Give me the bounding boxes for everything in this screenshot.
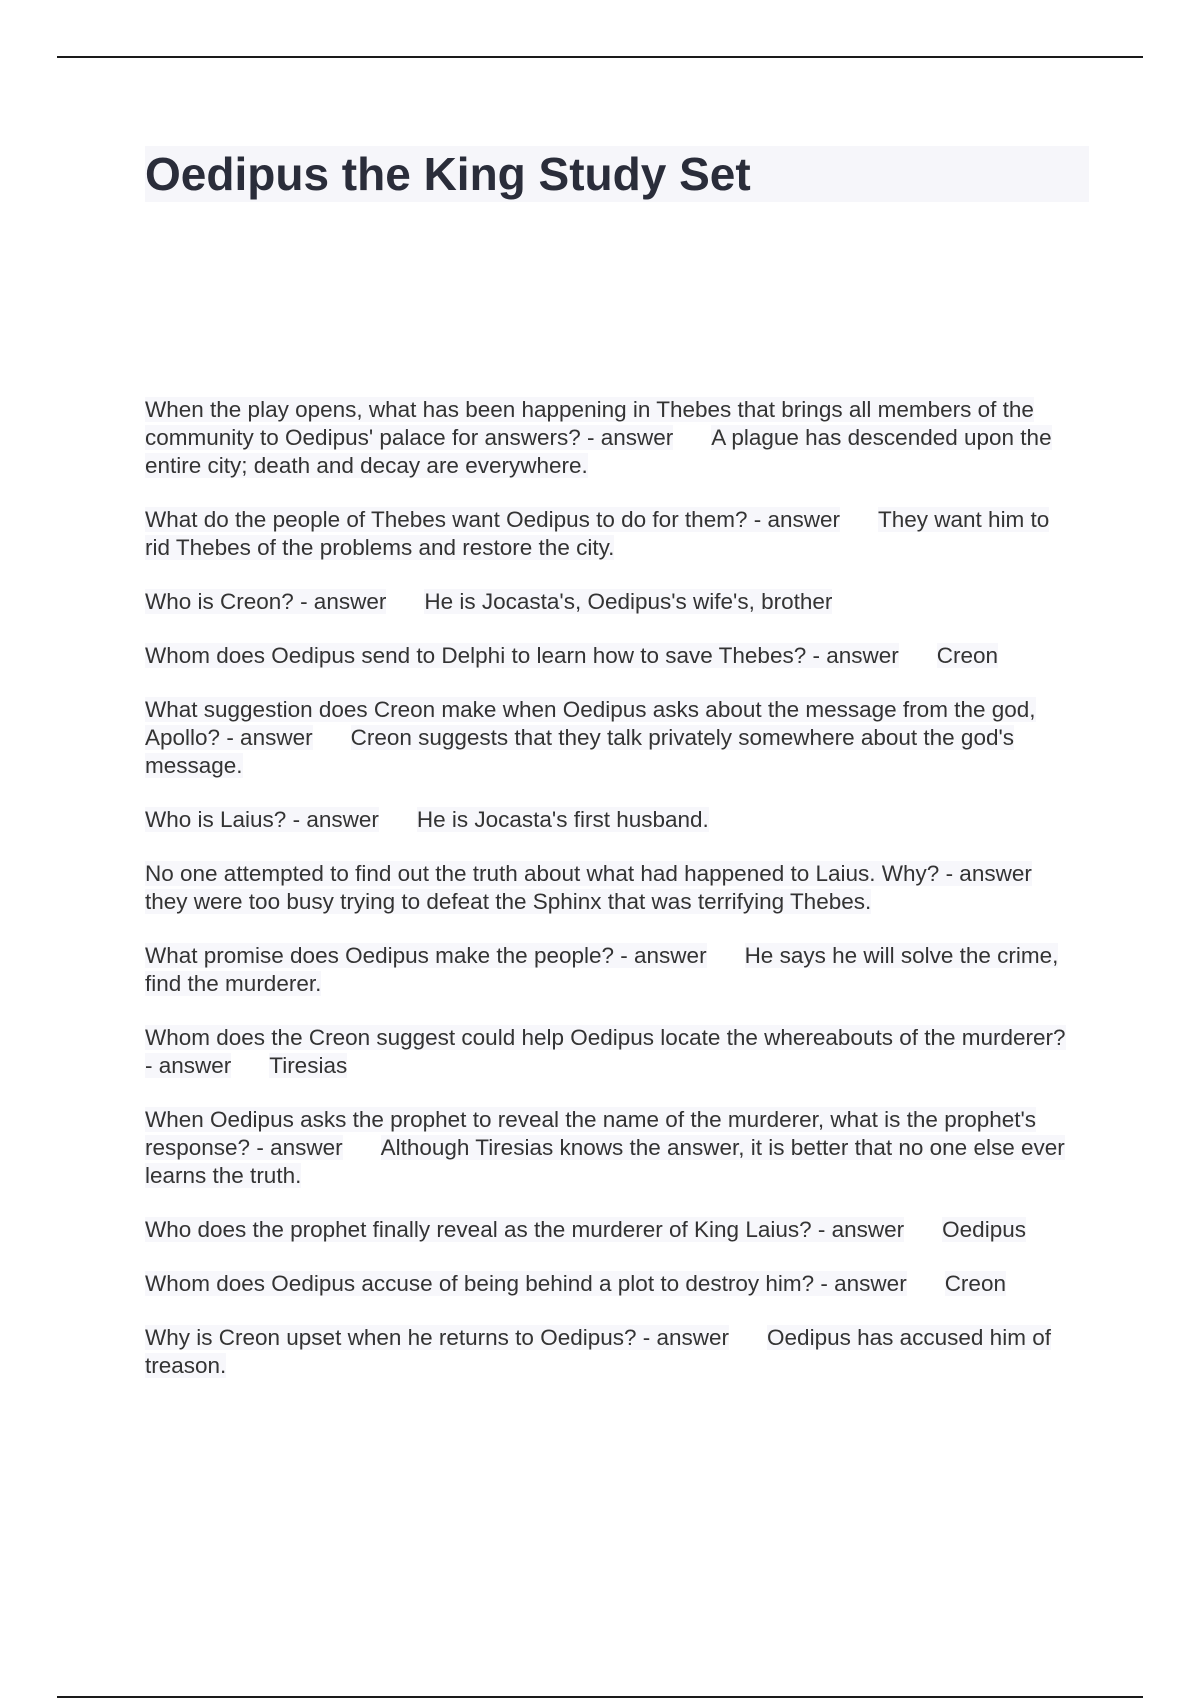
qa-list [145,396,1075,1406]
qa-item [145,696,1075,780]
top-rule [57,56,1143,58]
qa-item [145,806,1075,834]
answer-text: Tiresias [269,1053,348,1078]
answer-text: Creon [944,1271,1006,1296]
answer-marker: - answer [811,1217,905,1242]
question-text: What promise does Oedipus make the people? [145,943,615,968]
qa-item [145,1106,1075,1190]
answer-text: Oedipus [942,1217,1026,1242]
question-text: What suggestion does Creon make when Oedipus asks about the message from the god, Apollo? [145,697,1036,750]
question-text: What do the people of Thebes want Oedipus to do for them? [145,507,748,532]
answer-marker: - answer [286,807,379,832]
question-text: Whom does the Creon suggest could help Oedipus locate the whereabouts of the murderer? [145,1025,1066,1050]
qa-item [145,1324,1075,1380]
answer-text: they were too busy trying to defeat the Sphinx that was terrifying Thebes. [145,889,872,914]
answer-text: Creon [936,643,999,668]
answer-marker: - answer [220,725,313,750]
answer-marker: - answer [636,1325,730,1350]
qa-item [145,506,1075,562]
answer-text: Oedipus has accused him of treason. [145,1325,1051,1378]
answer-marker: - answer [747,507,840,532]
question-text: Whom does Oedipus send to Delphi to learn how to save Thebes? [145,643,807,668]
answer-text: He says he will solve the crime, find the murderer. [145,943,1059,996]
answer-text: They want him to rid Thebes of the problems and restore the city. [145,507,1050,560]
bottom-rule [57,1696,1143,1698]
question-text: When the play opens, what has been happening in Thebes that brings all members of the community to Oedipus' palace for answers? [145,397,1034,450]
qa-item [145,860,1075,916]
answer-text: Although Tiresias knows the answer, it is better that no one else ever learns the truth. [145,1135,1065,1188]
qa-item [145,1216,1075,1244]
question-text: Who does the prophet finally reveal as the murderer of King Laius? [145,1217,812,1242]
answer-marker: - answer [814,1271,907,1296]
qa-item [145,1270,1075,1298]
question-text: Who is Laius? [145,807,287,832]
qa-item [145,396,1075,480]
qa-item [145,588,1075,616]
document-title: Oedipus the King Study Set [145,146,1089,202]
qa-item [145,642,1075,670]
answer-text: Creon suggests that they talk privately somewhere about the god's message. [145,725,1015,778]
question-text: When Oedipus asks the prophet to reveal the name of the murderer, what is the prophet's response? [145,1107,1037,1160]
qa-item [145,1024,1075,1080]
answer-text: He is Jocasta's, Oedipus's wife's, brother [424,589,833,614]
answer-marker: - answer [939,861,1032,886]
answer-text: A plague has descended upon the entire city; death and decay are everywhere. [145,425,1052,478]
answer-marker: - answer [806,643,899,668]
answer-marker: - answer [145,1053,232,1078]
question-text: Who is Creon? [145,589,294,614]
answer-marker: - answer [250,1135,343,1160]
qa-item [145,942,1075,998]
answer-text: He is Jocasta's first husband. [416,807,709,832]
answer-marker: - answer [293,589,387,614]
question-text: Whom does Oedipus accuse of being behind a plot to destroy him? [145,1271,815,1296]
question-text: Why is Creon upset when he returns to Oedipus? [145,1325,637,1350]
question-text: No one attempted to find out the truth about what had happened to Laius. Why? [145,861,940,886]
answer-marker: - answer [580,425,674,450]
answer-marker: - answer [614,943,707,968]
